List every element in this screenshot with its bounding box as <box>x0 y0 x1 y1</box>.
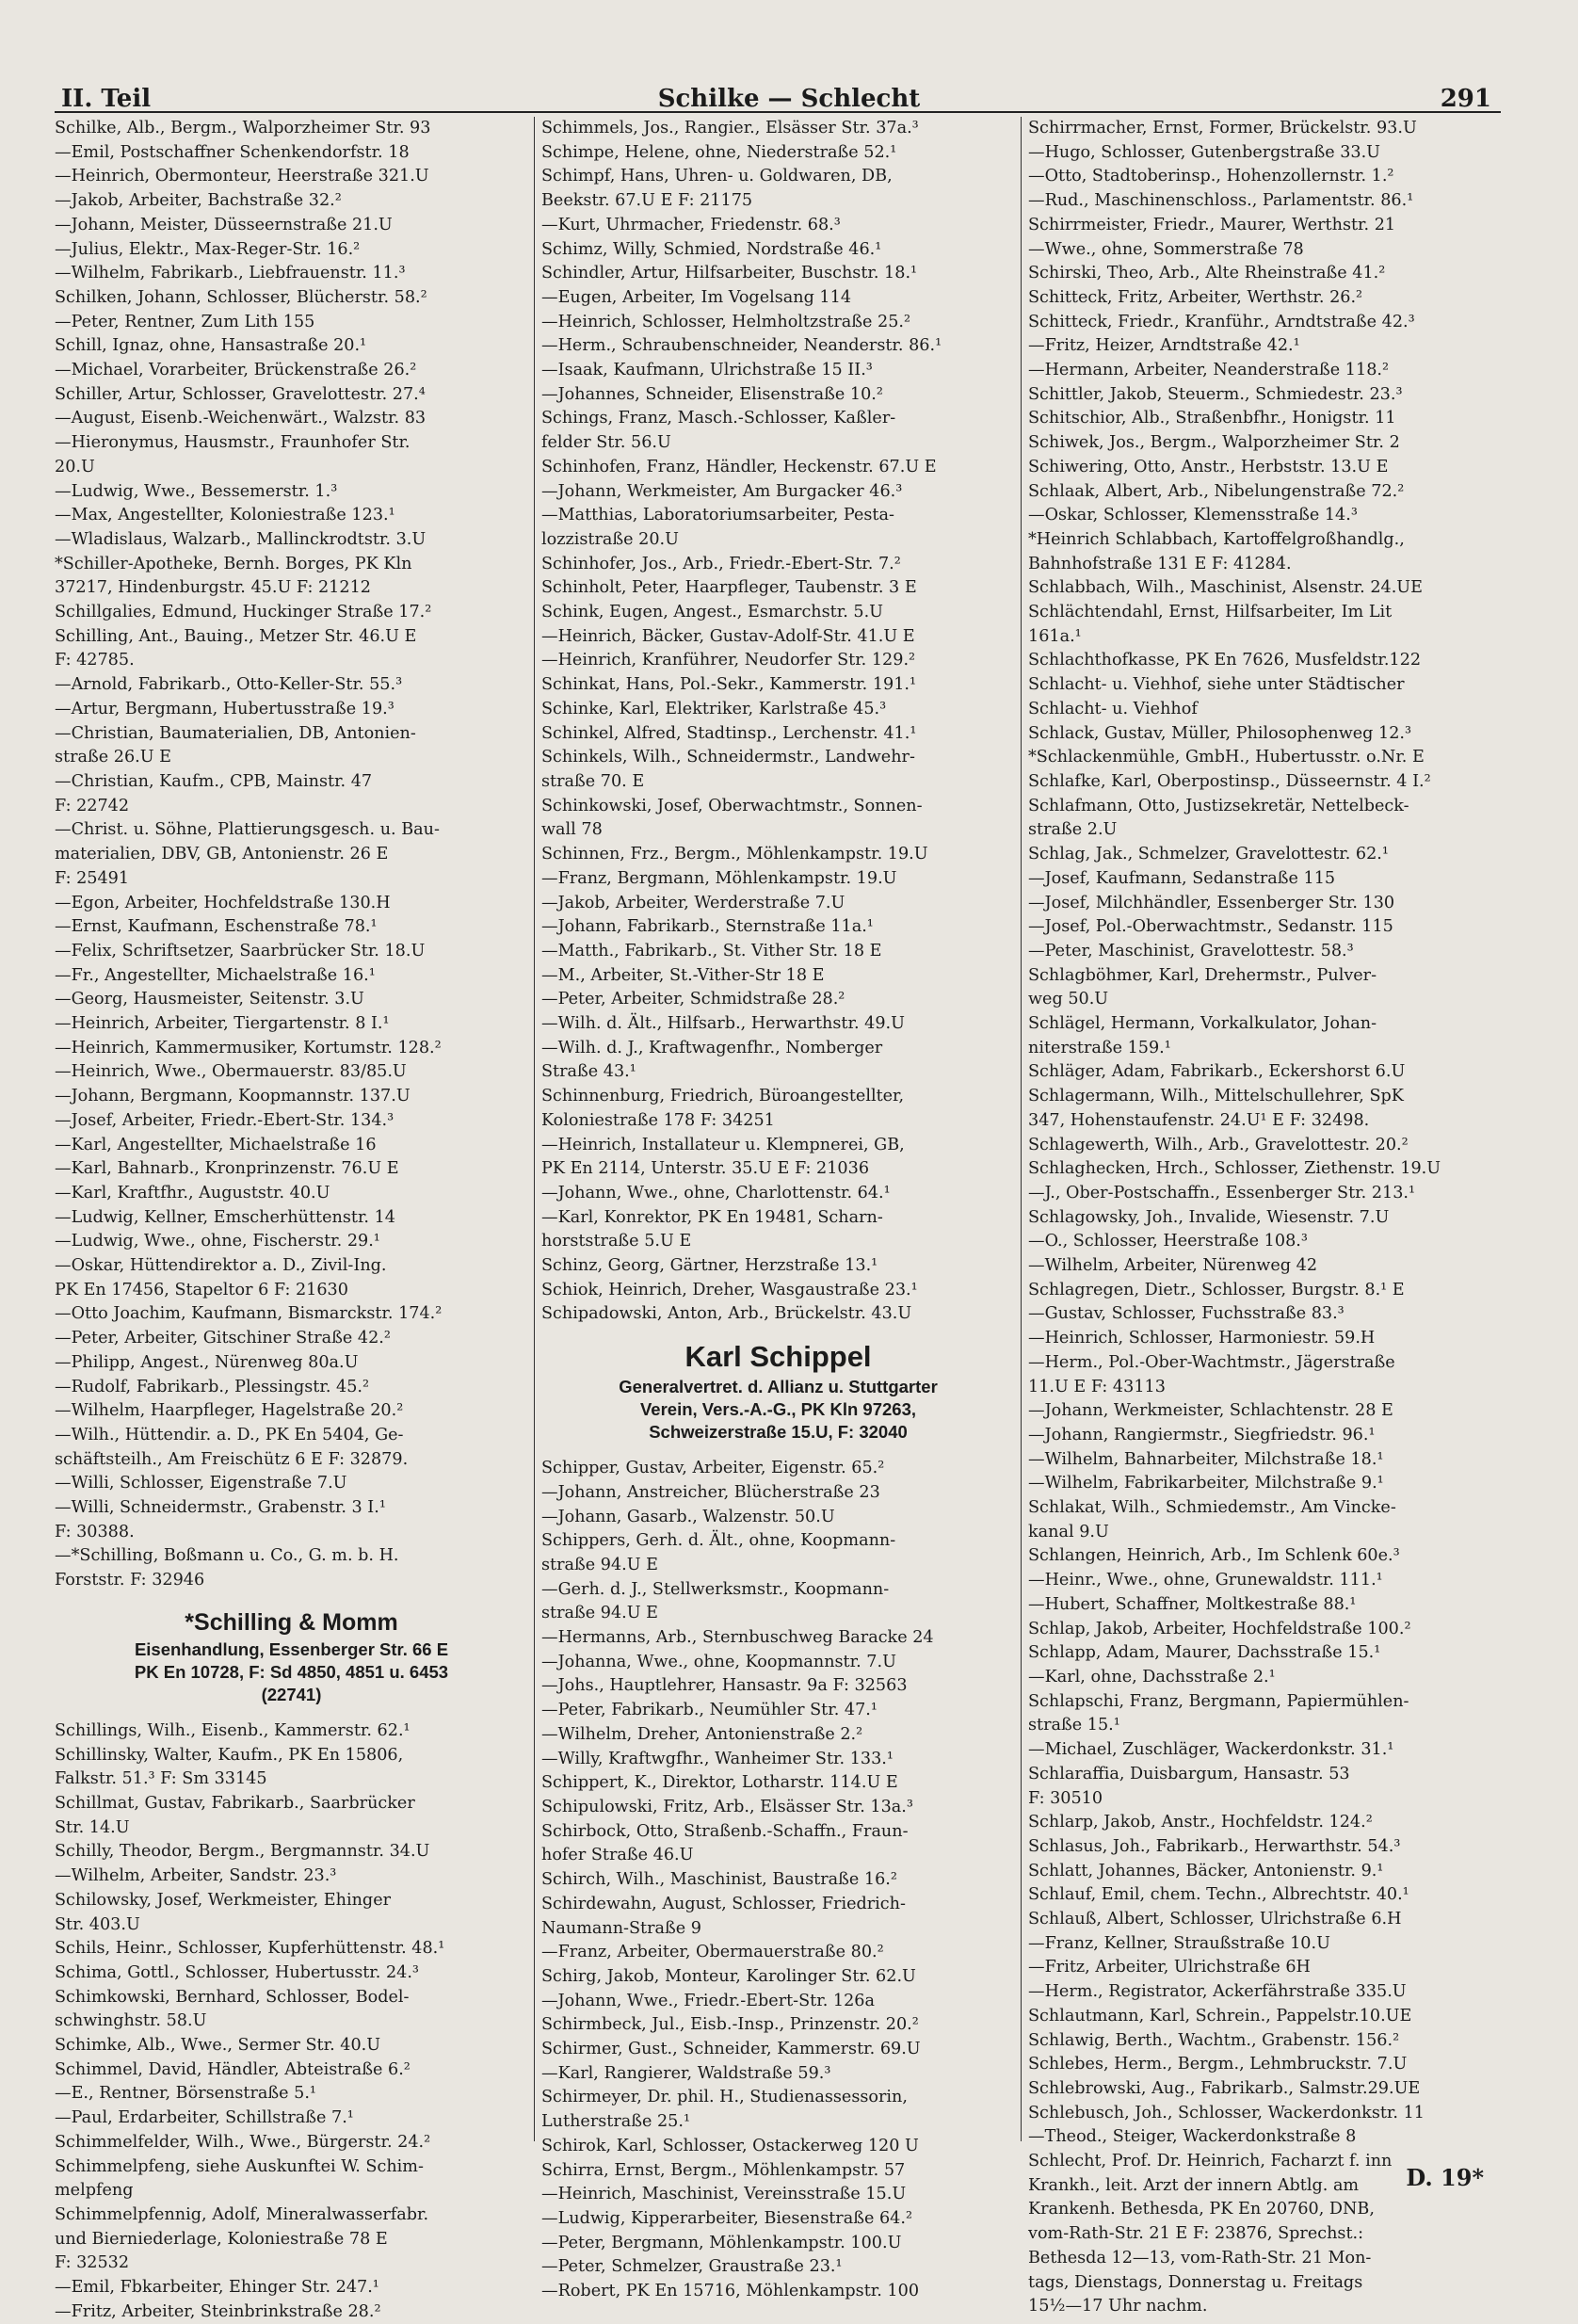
directory-entry: Schirrmeister, Friedr., Maurer, Werthstr. 21 <box>1028 215 1396 234</box>
directory-entry: —Karl, Konrektor, PK En 19481, Scharn- <box>541 1207 883 1227</box>
directory-entry: Schinnen, Frz., Bergm., Möhlenkampstr. 19.U <box>541 845 928 864</box>
directory-entry: Schlaghecken, Hrch., Schlosser, Ziethenstr. 19.U <box>1028 1159 1441 1179</box>
directory-entry: —Wilhelm, Arbeiter, Nürenweg 42 <box>1028 1256 1318 1276</box>
directory-entry: Schiwek, Jos., Bergm., Walporzheimer Str. 2 <box>1028 433 1400 453</box>
directory-entry: —Fr., Angestellter, Michaelstraße 16.¹ <box>55 965 376 985</box>
directory-entry: —Matth., Fabrikarb., St. Vither Str. 18 E <box>541 941 882 960</box>
directory-entry: Schill, Ignaz, ohne, Hansastraße 20.¹ <box>55 336 367 356</box>
directory-entry: Schlag, Jak., Schmelzer, Gravelottestr. 62.¹ <box>1028 845 1389 864</box>
directory-entry: —Paul, Erdarbeiter, Schillstraße 7.¹ <box>55 2108 354 2128</box>
directory-entry: Schlebusch, Joh., Schlosser, Wackerdonkstr. 11 <box>1028 2103 1425 2122</box>
directory-entry: Schimpf, Hans, Uhren- u. Goldwaren, DB, <box>541 167 893 186</box>
directory-entry: Koloniestraße 178 F: 34251 <box>541 1110 775 1130</box>
directory-entry: —Heinrich, Kranführer, Neudorfer Str. 129.² <box>541 651 916 670</box>
directory-entry: Bahnhofstraße 131 E F: 41284. <box>1028 554 1292 573</box>
directory-entry: —Wilhelm, Dreher, Antonienstraße 2.² <box>541 1724 863 1744</box>
directory-entry: —Karl, Kraftfhr., Auguststr. 40.U <box>55 1183 330 1202</box>
directory-entry: Krankenh. Bethesda, PK En 20760, DNB, <box>1028 2200 1375 2219</box>
directory-entry: hofer Straße 46.U <box>541 1846 694 1865</box>
directory-entry: horststraße 5.U E <box>541 1232 692 1251</box>
directory-entry: 20.U <box>55 457 95 476</box>
directory-entry: —Karl, Angestellter, Michaelstraße 16 <box>55 1135 377 1154</box>
directory-entry: Str. 403.U <box>55 1914 140 1934</box>
directory-entry: straße 70. E <box>541 771 645 791</box>
directory-entry: Schinke, Karl, Elektriker, Karlstraße 45.³ <box>541 699 887 718</box>
advert-title: *Schilling & Momm <box>185 1608 398 1636</box>
directory-entry: —Josef, Pol.-Oberwachtmstr., Sedanstr. 115 <box>1028 917 1393 937</box>
directory-entry: —Johann, Gasarb., Walzenstr. 50.U <box>541 1507 835 1526</box>
header-rule <box>55 111 1501 113</box>
advert-schilling-momm <box>55 1606 528 1706</box>
directory-entry: niterstraße 159.¹ <box>1028 1038 1171 1057</box>
directory-entry: Schlangen, Heinrich, Arb., Im Schlenk 60e.³ <box>1028 1546 1400 1566</box>
directory-entry: —Peter, Schmelzer, Graustraße 23.¹ <box>541 2257 843 2277</box>
directory-entry: Schippers, Gerh. d. Ält., ohne, Koopmann- <box>541 1531 896 1551</box>
directory-entry: —Heinrich, Arbeiter, Tiergartenstr. 8 I.¹ <box>55 1014 390 1034</box>
directory-entry: straße 15.¹ <box>1028 1716 1120 1735</box>
directory-entry: —Heinrich, Bäcker, Gustav-Adolf-Str. 41.U E <box>541 626 915 646</box>
directory-entry: —Franz, Arbeiter, Obermauerstraße 80.² <box>541 1943 884 1962</box>
directory-entry: Schink, Eugen, Angest., Esmarchstr. 5.U <box>541 603 884 622</box>
directory-entry: Schiok, Heinrich, Dreher, Wasgaustraße 23.¹ <box>541 1280 918 1299</box>
directory-entry: —Heinr., Wwe., ohne, Grunewaldstr. 111.¹ <box>1028 1571 1383 1590</box>
directory-entry: Schirmeyer, Dr. phil. H., Studienassessorin, <box>541 2088 908 2107</box>
directory-entry: —Heinrich, Maschinist, Vereinsstraße 15.U <box>541 2185 907 2204</box>
directory-entry: —Rudolf, Fabrikarb., Plessingstr. 45.² <box>55 1377 370 1396</box>
directory-entry: Schlafke, Karl, Oberpostinsp., Düsseernstr. 4 I.² <box>1028 771 1431 791</box>
column-3-entries <box>1028 117 1502 2319</box>
directory-entry: Schings, Franz, Masch.-Schlosser, Kaßler- <box>541 409 896 428</box>
directory-entry: Schinkels, Wilh., Schneidermstr., Landwehr- <box>541 748 915 767</box>
directory-entry: —M., Arbeiter, St.-Vither-Str 18 E <box>541 965 825 985</box>
directory-entry: Schlakat, Wilh., Schmiedemstr., Am Vincke- <box>1028 1498 1396 1518</box>
directory-entry: kanal 9.U <box>1028 1522 1109 1541</box>
column-2-entries-b <box>541 1457 1015 2304</box>
directory-entry: —Heinrich, Installateur u. Klempnerei, GB, <box>541 1135 905 1154</box>
directory-entry: Schlägel, Hermann, Vorkalkulator, Johan- <box>1028 1014 1377 1034</box>
directory-entry: —Hermanns, Arb., Sternbuschweg Baracke 24 <box>541 1628 934 1648</box>
directory-entry: —Artur, Bergmann, Hubertusstraße 19.³ <box>55 699 394 718</box>
directory-entry: —Eugen, Arbeiter, Im Vogelsang 114 <box>541 287 852 307</box>
page-number: 291 <box>1440 85 1491 113</box>
directory-entry: *Schiller-Apotheke, Bernh. Borges, PK Kln <box>55 554 412 573</box>
directory-entry: Schitteck, Friedr., Kranführ., Arndtstraße 42.³ <box>1028 312 1415 331</box>
directory-entry: Forststr. F: 32946 <box>55 1571 205 1590</box>
directory-entry: lozzistraße 20.U <box>541 529 679 549</box>
directory-entry: —Herm., Schraubenschneider, Neanderstr. 86.¹ <box>541 336 942 356</box>
directory-entry: —Georg, Hausmeister, Seitenstr. 3.U <box>55 990 364 1009</box>
directory-entry: —Josef, Arbeiter, Friedr.-Ebert-Str. 134.³ <box>55 1110 394 1130</box>
directory-entry: Schindler, Artur, Hilfsarbeiter, Buschstr. 18.¹ <box>541 264 918 283</box>
directory-entry: Schimmelfelder, Wilh., Wwe., Bürgerstr. 24.² <box>55 2132 431 2152</box>
directory-entry: —Wilh. d. J., Kraftwagenfhr., Nomberger <box>541 1038 883 1057</box>
directory-entry: —Kurt, Uhrmacher, Friedenstr. 68.³ <box>541 215 841 234</box>
directory-entry: —Heinrich, Schlosser, Harmoniestr. 59.H <box>1028 1329 1376 1348</box>
directory-entry: —Franz, Kellner, Straußstraße 10.U <box>1028 1933 1330 1953</box>
directory-entry: F: 25491 <box>55 868 130 888</box>
directory-entry: Schlabbach, Wilh., Maschinist, Alsenstr. 24.UE <box>1028 578 1423 598</box>
directory-entry: —Johann, Bergmann, Koopmannstr. 137.U <box>55 1087 411 1106</box>
directory-entry: und Bierniederlage, Koloniestraße 78 E <box>55 2229 388 2249</box>
directory-entry: —Theod., Steiger, Wackerdonkstraße 8 <box>1028 2127 1357 2147</box>
directory-entry: —Ludwig, Wwe., Bessemerstr. 1.³ <box>55 481 338 501</box>
directory-entry: —Hugo, Schlosser, Gutenbergstraße 33.U <box>1028 142 1381 162</box>
directory-entry: —Philipp, Angest., Nürenweg 80a.U <box>55 1352 359 1372</box>
directory-entry: —Rud., Maschinenschloss., Parlamentstr. 86.¹ <box>1028 191 1414 211</box>
directory-entry: —Peter, Rentner, Zum Lith 155 <box>55 312 315 331</box>
column-1-entries-a <box>55 117 528 1593</box>
directory-entry: —Isaak, Kaufmann, Ulrichstraße 15 II.³ <box>541 361 873 380</box>
directory-entry: Schlatt, Johannes, Bäcker, Antonienstr. 9.¹ <box>1028 1861 1384 1880</box>
directory-entry: 11.U E F: 43113 <box>1028 1377 1166 1396</box>
directory-entry: Bethesda 12—13, vom-Rath-Str. 21 Mon- <box>1028 2248 1372 2268</box>
directory-entry: Schimkowski, Bernhard, Schlosser, Bodel- <box>55 1987 410 2007</box>
directory-entry: Schlebrowski, Aug., Fabrikarb., Salmstr.29.UE <box>1028 2078 1421 2098</box>
directory-entry: —Julius, Elektr., Max-Reger-Str. 16.² <box>55 239 361 259</box>
directory-entry: Schiwering, Otto, Anstr., Herbststr. 13.U E <box>1028 457 1389 476</box>
directory-entry: —Hieronymus, Hausmstr., Fraunhofer Str. <box>55 433 411 453</box>
directory-entry: Schimke, Alb., Wwe., Sermer Str. 40.U <box>55 2036 381 2056</box>
directory-entry: —Emil, Postschaffner Schenkendorfstr. 18 <box>55 142 410 162</box>
directory-entry: Krankh., leit. Arzt der innern Abtlg. am <box>1028 2175 1360 2195</box>
directory-entry: —E., Rentner, Börsenstraße 5.¹ <box>55 2084 316 2104</box>
directory-entry: —Wwe., ohne, Sommerstraße 78 <box>1028 239 1304 259</box>
directory-entry: —Emil, Fbkarbeiter, Ehinger Str. 247.¹ <box>55 2278 379 2298</box>
directory-entry: Schillings, Wilh., Eisenb., Kammerstr. 62.¹ <box>55 1720 411 1740</box>
directory-entry: materialien, DBV, GB, Antonienstr. 26 E <box>55 845 389 864</box>
directory-entry: —Peter, Fabrikarb., Neumühler Str. 47.¹ <box>541 1701 878 1720</box>
directory-entry: Schinhofen, Franz, Händler, Heckenstr. 67.U E <box>541 457 937 476</box>
directory-entry: —Otto Joachim, Kaufmann, Bismarckstr. 174.² <box>55 1304 443 1324</box>
directory-entry: —Wladislaus, Walzarb., Mallinckrodtstr. 3.U <box>55 529 427 549</box>
directory-entry: Beekstr. 67.U E F: 21175 <box>541 191 753 211</box>
directory-entry: Schirra, Ernst, Bergm., Möhlenkampstr. 57 <box>541 2160 906 2180</box>
directory-entry: —Wilhelm, Haarpfleger, Hagelstraße 20.² <box>55 1401 404 1421</box>
directory-entry: —Heinrich, Wwe., Obermauerstr. 83/85.U <box>55 1062 407 1082</box>
directory-entry: —Heinrich, Obermonteur, Heerstraße 321.U <box>55 167 429 186</box>
directory-entry: Schipulowski, Fritz, Arb., Elsässer Str. 13a.³ <box>541 1798 913 1816</box>
directory-entry: —Johann, Anstreicher, Blücherstraße 23 <box>541 1482 880 1502</box>
directory-entry: Schlawig, Berth., Wachtm., Grabenstr. 156.² <box>1028 2030 1400 2050</box>
directory-entry: straße 2.U <box>1028 820 1118 840</box>
directory-entry: —Karl, Rangierer, Waldstraße 59.³ <box>541 2063 831 2083</box>
directory-entry: —Jakob, Arbeiter, Werderstraße 7.U <box>541 893 845 912</box>
directory-entry: Falkstr. 51.³ F: Sm 33145 <box>55 1769 267 1789</box>
directory-entry: Schinkowski, Josef, Oberwachtmstr., Sonnen- <box>541 796 923 815</box>
directory-entry: —Matthias, Laboratoriumsarbeiter, Pesta- <box>541 506 894 525</box>
directory-entry: Schimmelpfennig, Adolf, Mineralwasserfabr. <box>55 2204 429 2224</box>
directory-entry: Schirmbeck, Jul., Eisb.-Insp., Prinzenstr. 20.² <box>541 2015 919 2035</box>
advert-line: Generalvertret. d. Allianz u. Stuttgarter <box>619 1377 938 1397</box>
directory-entry: 15½—17 Uhr nachm. <box>1028 2297 1208 2316</box>
directory-entry: —Arnold, Fabrikarb., Otto-Keller-Str. 55.³ <box>55 675 403 695</box>
directory-entry: PK En 2114, Unterstr. 35.U E F: 21036 <box>541 1159 870 1179</box>
directory-entry: straße 94.U E <box>541 1604 658 1623</box>
directory-entry: —Peter, Arbeiter, Gitschiner Straße 42.² <box>55 1329 391 1348</box>
directory-entry: Schilly, Theodor, Bergm., Bergmannstr. 34.U <box>55 1842 430 1862</box>
directory-entry: wall 78 <box>541 820 603 840</box>
directory-entry: Schimpe, Helene, ohne, Niederstraße 52.¹ <box>541 142 897 162</box>
directory-entry: Schirmer, Gust., Schneider, Kammerstr. 69.U <box>541 2040 921 2059</box>
directory-entry: —Wilhelm, Bahnarbeiter, Milchstraße 18.¹ <box>1028 1449 1384 1469</box>
directory-entry: —Wilh., Hüttendir. a. D., PK En 5404, Ge- <box>55 1425 404 1444</box>
directory-entry: —Fritz, Arbeiter, Ulrichstraße 6H <box>1028 1958 1311 1977</box>
directory-entry: —Oskar, Hüttendirektor a. D., Zivil-Ing. <box>55 1256 387 1276</box>
directory-entry: —Max, Angestellter, Koloniestraße 123.¹ <box>55 506 395 525</box>
directory-entry: Schimmel, David, Händler, Abteistraße 6.² <box>55 2059 411 2079</box>
directory-entry: —Johann, Wwe., Friedr.-Ebert-Str. 126a <box>541 1991 875 2010</box>
directory-entry: Schinkel, Alfred, Stadtinsp., Lerchenstr. 41.¹ <box>541 723 917 743</box>
directory-entry: Schirok, Karl, Schlosser, Ostackerweg 120 U <box>541 2136 919 2155</box>
directory-entry: Schlacht- u. Viehhof <box>1028 699 1198 718</box>
directory-entry: 161a.¹ <box>1028 626 1082 646</box>
directory-entry: *Heinrich Schlabbach, Kartoffelgroßhandlg., <box>1028 529 1405 549</box>
signature-mark: D. 19* <box>1406 2164 1484 2191</box>
directory-entry: Schlagermann, Wilh., Mittelschullehrer, SpK <box>1028 1087 1404 1106</box>
directory-entry: straße 94.U E <box>541 1555 658 1574</box>
directory-entry: Schlebes, Herm., Bergm., Lehmbruckstr. 7.U <box>1028 2055 1408 2074</box>
directory-entry: Schlafmann, Otto, Justizsekretär, Nettelbeck- <box>1028 796 1409 815</box>
directory-entry: Schlautmann, Karl, Schrein., Pappelstr.10.UE <box>1028 2006 1412 2025</box>
directory-entry: —Oskar, Schlosser, Klemensstraße 14.³ <box>1028 506 1358 525</box>
directory-entry: Schirski, Theo, Arb., Alte Rheinstraße 41.² <box>1028 264 1386 283</box>
directory-entry: —Robert, PK En 15716, Möhlenkampstr. 100 <box>541 2282 920 2301</box>
directory-entry: —Heinrich, Schlosser, Helmholtzstraße 25.² <box>541 312 911 331</box>
directory-entry: Schittler, Jakob, Steuerm., Schmiedestr. 23.³ <box>1028 384 1403 404</box>
directory-entry: —Peter, Bergmann, Möhlenkampstr. 100.U <box>541 2233 902 2252</box>
directory-entry: Schlagowsky, Joh., Invalide, Wiesenstr. 7.U <box>1028 1207 1390 1227</box>
advert-karl-schippel <box>541 1338 1015 1444</box>
directory-entry: Schlächtendahl, Ernst, Hilfsarbeiter, Im Lit <box>1028 603 1393 622</box>
directory-entry: Schimz, Willy, Schmied, Nordstraße 46.¹ <box>541 239 882 259</box>
directory-entry: —Willi, Schlosser, Eigenstraße 7.U <box>55 1474 347 1493</box>
directory-entry: —Christian, Kaufm., CPB, Mainstr. 47 <box>55 771 373 791</box>
directory-entry: Schlaraffia, Duisbargum, Hansastr. 53 <box>1028 1764 1350 1783</box>
directory-entry: —Josef, Kaufmann, Sedanstraße 115 <box>1028 868 1336 888</box>
directory-entry: Schirg, Jakob, Monteur, Karolinger Str. 62.U <box>541 1966 916 1986</box>
directory-entry: —Fritz, Arbeiter, Steinbrinkstraße 28.² <box>55 2301 381 2321</box>
directory-entry: Schinkat, Hans, Pol.-Sekr., Kammerstr. 191.¹ <box>541 675 917 695</box>
directory-entry: vom-Rath-Str. 21 E F: 23876, Sprechst.: <box>1028 2224 1364 2244</box>
directory-entry: Schitschior, Alb., Straßenbfhr., Honigstr. 11 <box>1028 409 1396 428</box>
directory-entry: straße 26.U E <box>55 748 171 767</box>
directory-entry: Schlachthofkasse, PK En 7626, Musfeldstr.122 <box>1028 651 1422 670</box>
directory-entry: —O., Schlosser, Heerstraße 108.³ <box>1028 1232 1308 1251</box>
directory-entry: —Johann, Rangiermstr., Siegfriedstr. 96.¹ <box>1028 1425 1376 1444</box>
column-2-entries-a <box>541 117 1015 1327</box>
directory-entry: Str. 14.U <box>55 1817 130 1837</box>
directory-entry: Schlagewerth, Wilh., Arb., Gravelottestr. 20.² <box>1028 1135 1409 1154</box>
directory-entry: —Wilhelm, Fabrikarb., Liebfrauenstr. 11.³ <box>55 264 406 283</box>
directory-entry: melpfeng <box>55 2181 134 2201</box>
directory-entry: tags, Dienstags, Donnerstag u. Freitags <box>1028 2272 1363 2292</box>
directory-entry: —Peter, Maschinist, Gravelottestr. 58.³ <box>1028 941 1354 960</box>
directory-entry: —Ludwig, Kellner, Emscherhüttenstr. 14 <box>55 1207 396 1227</box>
directory-entry: Schinhofer, Jos., Arb., Friedr.-Ebert-Str. 7.² <box>541 554 901 573</box>
directory-entry: Schlagböhmer, Karl, Drehermstr., Pulver- <box>1028 965 1377 985</box>
advert-line: (22741) <box>261 1684 322 1704</box>
directory-entry: —Johann, Werkmeister, Schlachtenstr. 28 E <box>1028 1401 1393 1421</box>
part-label: II. Teil <box>61 85 152 113</box>
directory-entry: Naumann-Straße 9 <box>541 1918 701 1938</box>
directory-entry: Schläger, Adam, Fabrikarb., Eckershorst 6.U <box>1028 1062 1406 1082</box>
directory-entry: felder Str. 56.U <box>541 433 671 453</box>
directory-entry: —Fritz, Heizer, Arndtstraße 42.¹ <box>1028 336 1300 356</box>
directory-entry: —August, Eisenb.-Weichenwärt., Walzstr. 83 <box>55 409 427 428</box>
directory-entry: Schiller, Artur, Schlosser, Gravelottestr. 27.⁴ <box>55 384 426 404</box>
directory-entry: schäftsteilh., Am Freischütz 6 E F: 32879. <box>55 1449 409 1469</box>
directory-entry: —Otto, Stadtoberinsp., Hohenzollernstr. 1.² <box>1028 167 1394 186</box>
directory-entry: Schirbock, Otto, Straßenb.-Schaffn., Fraun- <box>541 1821 909 1841</box>
directory-entry: —Michael, Zuschläger, Wackerdonkstr. 31.¹ <box>1028 1740 1394 1760</box>
advert-line: Schweizerstraße 15.U, F: 32040 <box>649 1422 908 1443</box>
directory-entry: schwinghstr. 58.U <box>55 2011 207 2031</box>
directory-entry: —Johannes, Schneider, Elisenstraße 10.² <box>541 384 883 404</box>
directory-entry: Schipadowski, Anton, Arb., Brückelstr. 43.U <box>541 1304 912 1324</box>
directory-entry: Schimmels, Jos., Rangier., Elsässer Str. 37a.³ <box>541 119 919 137</box>
directory-entry: —Wilh. d. Ält., Hilfsarb., Herwarthstr. 49.U <box>541 1014 905 1034</box>
directory-entry: Schlapschi, Franz, Bergmann, Papiermühlen- <box>1028 1691 1409 1711</box>
page-range-title: Schilke — Schlecht <box>657 85 921 113</box>
directory-entry: Schippert, K., Direktor, Lotharstr. 114.U E <box>541 1773 898 1793</box>
directory-entry: —Johs., Hauptlehrer, Hansastr. 9a F: 32563 <box>541 1676 908 1696</box>
directory-entry: PK En 17456, Stapeltor 6 F: 21630 <box>55 1280 348 1299</box>
directory-entry: F: 30388. <box>55 1522 135 1541</box>
directory-entry: —Gerh. d. J., Stellwerksmstr., Koopmann- <box>541 1579 890 1599</box>
directory-entry: 37217, Hindenburgstr. 45.U F: 21212 <box>55 578 371 598</box>
directory-entry: F: 32532 <box>55 2253 130 2273</box>
directory-entry: Schlauß, Albert, Schlosser, Ulrichstraße 6.H <box>1028 1910 1402 1929</box>
directory-entry: —Egon, Arbeiter, Hochfeldstraße 130.H <box>55 893 391 912</box>
directory-entry: *Schlackenmühle, GmbH., Hubertusstr. o.Nr. E <box>1028 748 1425 767</box>
directory-entry: Schinnenburg, Friedrich, Büroangestellter, <box>541 1087 905 1106</box>
directory-entry: —Felix, Schriftsetzer, Saarbrücker Str. 18.U <box>55 941 426 960</box>
directory-entry: —Josef, Milchhändler, Essenberger Str. 130 <box>1028 893 1395 912</box>
directory-entry: Schirrmacher, Ernst, Former, Brückelstr. 93.U <box>1028 119 1417 137</box>
directory-entry: —Franz, Bergmann, Möhlenkampstr. 19.U <box>541 868 897 888</box>
directory-entry: Schlasus, Joh., Fabrikarb., Herwarthstr. 54.³ <box>1028 1836 1401 1856</box>
directory-entry: F: 22742 <box>55 796 130 815</box>
directory-entry: Schima, Gottl., Schlosser, Hubertusstr. 24.³ <box>55 1962 419 1982</box>
directory-entry: —Johann, Fabrikarb., Sternstraße 11a.¹ <box>541 917 874 937</box>
directory-entry: Lutherstraße 25.¹ <box>541 2112 691 2132</box>
directory-entry: Schinholt, Peter, Haarpfleger, Taubenstr. 3 E <box>541 578 917 598</box>
advert-title: Karl Schippel <box>684 1340 872 1374</box>
directory-entry: —Hermann, Arbeiter, Neanderstraße 118.² <box>1028 361 1390 380</box>
directory-entry: Schitteck, Fritz, Arbeiter, Werthstr. 26.² <box>1028 287 1363 307</box>
directory-entry: Schlack, Gustav, Müller, Philosophenweg 12.³ <box>1028 723 1412 743</box>
directory-entry: Schinz, Georg, Gärtner, Herzstraße 13.¹ <box>541 1256 878 1276</box>
directory-entry: —Johanna, Wwe., ohne, Koopmannstr. 7.U <box>541 1652 896 1671</box>
directory-entry: Schimmelpfeng, siehe Auskunftei W. Schim- <box>55 2156 424 2176</box>
directory-entry: Schilowsky, Josef, Werkmeister, Ehinger <box>55 1890 392 1910</box>
directory-entry: —Gustav, Schlosser, Fuchsstraße 83.³ <box>1028 1304 1345 1324</box>
directory-entry: Schillinsky, Walter, Kaufm., PK En 15806, <box>55 1745 404 1765</box>
directory-entry: —J., Ober-Postschaffn., Essenberger Str. 213.¹ <box>1028 1183 1416 1202</box>
directory-entry: —Heinrich, Kammermusiker, Kortumstr. 128.² <box>55 1038 442 1057</box>
directory-entry: Schillgalies, Edmund, Huckinger Straße 17.² <box>55 603 432 622</box>
directory-entry: —Willi, Schneidermstr., Grabenstr. 3 I.¹ <box>55 1498 386 1518</box>
advert-line: PK En 10728, F: Sd 4850, 4851 u. 6453 <box>134 1661 449 1682</box>
directory-entry: Schlaak, Albert, Arb., Nibelungenstraße 72.² <box>1028 481 1405 501</box>
advert-line: Eisenhandlung, Essenberger Str. 66 E <box>134 1638 449 1659</box>
directory-entry: Schipper, Gustav, Arbeiter, Eigenstr. 65.² <box>541 1459 885 1478</box>
directory-entry: —Ludwig, Kipperarbeiter, Biesenstraße 64.² <box>541 2208 912 2228</box>
directory-entry: —Wilhelm, Fabrikarbeiter, Milchstraße 9.¹ <box>1028 1474 1384 1493</box>
directory-entry: —Ernst, Kaufmann, Eschenstraße 78.¹ <box>55 917 378 937</box>
directory-entry: —Karl, ohne, Dachsstraße 2.¹ <box>1028 1668 1276 1687</box>
directory-entry: Schlapp, Adam, Maurer, Dachsstraße 15.¹ <box>1028 1643 1381 1663</box>
directory-entry: —Wilhelm, Arbeiter, Sandstr. 23.³ <box>55 1866 337 1886</box>
directory-entry: F: 42785. <box>55 651 135 670</box>
directory-entry: Schlacht- u. Viehhof, siehe unter Städtischer <box>1028 675 1405 695</box>
directory-entry: Schirdewahn, August, Schlosser, Friedrich- <box>541 1894 906 1913</box>
directory-entry: Schlarp, Jakob, Anstr., Hochfeldstr. 124.² <box>1028 1813 1373 1832</box>
directory-entry: —Willy, Kraftwgfhr., Wanheimer Str. 133.¹ <box>541 1749 894 1768</box>
directory-entry: —Johann, Wwe., ohne, Charlottenstr. 64.¹ <box>541 1183 891 1202</box>
directory-entry: Schirch, Wilh., Maschinist, Baustraße 16.² <box>541 1870 897 1890</box>
directory-entry: Schilke, Alb., Bergm., Walporzheimer Str. 93 <box>55 119 431 137</box>
directory-entry: —Peter, Arbeiter, Schmidstraße 28.² <box>541 990 845 1009</box>
directory-entry: —Christ. u. Söhne, Plattierungsgesch. u. Bau- <box>55 820 440 840</box>
directory-entry: Schillmat, Gustav, Fabrikarb., Saarbrücker <box>55 1794 415 1813</box>
directory-entry: F: 30510 <box>1028 1788 1103 1808</box>
directory-entry: —Hubert, Schaffner, Moltkestraße 88.¹ <box>1028 1594 1357 1614</box>
directory-entry: —Ludwig, Wwe., ohne, Fischerstr. 29.¹ <box>55 1232 380 1251</box>
directory-entry: 347, Hohenstaufenstr. 24.U¹ E F: 32498. <box>1028 1110 1370 1130</box>
directory-entry: —Christian, Baumaterialien, DB, Antonien- <box>55 723 416 743</box>
directory-entry: —Karl, Bahnarb., Kronprinzenstr. 76.U E <box>55 1159 399 1179</box>
column-2 <box>541 117 1015 2301</box>
directory-entry: Schlauf, Emil, chem. Techn., Albrechtstr. 40.¹ <box>1028 1885 1409 1905</box>
advert-line: Verein, Vers.-A.-G., PK Kln 97263, <box>639 1399 917 1420</box>
directory-entry: —Herm., Registrator, Ackerfährstraße 335.U <box>1028 1982 1407 2002</box>
column-1-entries-b <box>55 1719 528 2324</box>
directory-entry: Schlecht, Prof. Dr. Heinrich, Facharzt f. inn <box>1028 2152 1393 2171</box>
directory-entry: —Herm., Pol.-Ober-Wachtmstr., Jägerstraße <box>1028 1352 1395 1372</box>
column-1 <box>55 117 528 2321</box>
directory-entry: Schlap, Jakob, Arbeiter, Hochfeldstraße 100.² <box>1028 1619 1411 1638</box>
directory-entry: —Johann, Meister, Düsseernstraße 21.U <box>55 215 393 234</box>
directory-entry: —Johann, Werkmeister, Am Burgacker 46.³ <box>541 481 903 501</box>
directory-entry: Schilling, Ant., Bauing., Metzer Str. 46.U E <box>55 626 417 646</box>
directory-entry: Schils, Heinr., Schlosser, Kupferhüttenstr. 48.¹ <box>55 1939 445 1959</box>
directory-entry: —Jakob, Arbeiter, Bachstraße 32.² <box>55 191 342 211</box>
directory-entry: weg 50.U <box>1028 990 1109 1009</box>
directory-entry: Straße 43.¹ <box>541 1062 636 1082</box>
directory-entry: —Michael, Vorarbeiter, Brückenstraße 26.² <box>55 361 417 380</box>
directory-entry: —*Schilling, Boßmann u. Co., G. m. b. H. <box>55 1546 399 1566</box>
directory-entry: Schlagregen, Dietr., Schlosser, Burgstr. 8.¹ E <box>1028 1280 1405 1299</box>
directory-entry: Schilken, Johann, Schlosser, Blücherstr. 58.² <box>55 287 427 307</box>
